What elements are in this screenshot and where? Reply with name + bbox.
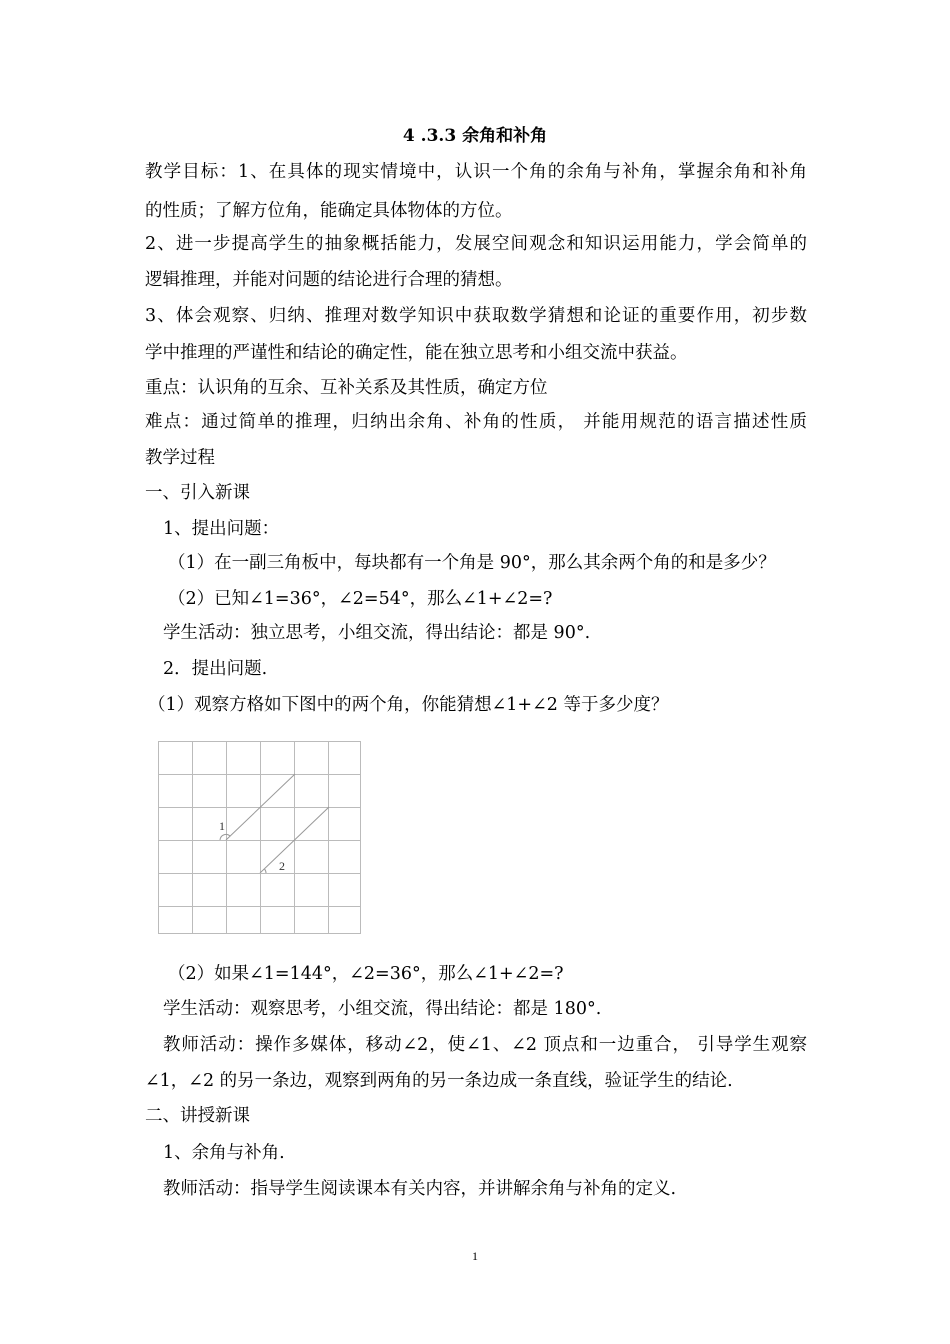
angle-1-label: 1 xyxy=(219,819,225,833)
teacher-activity-line-1: 教师活动：操作多媒体，移动∠2，使∠1、∠2 顶点和一边重合， 引导学生观察 xyxy=(163,1035,807,1055)
question-2-2: （2）如果∠1=144°，∠2=36°，那么∠1+∠2=? xyxy=(168,964,564,984)
process-heading: 教学过程 xyxy=(145,448,215,468)
student-activity-1: 学生活动：独立思考，小组交流，得出结论：都是 90°. xyxy=(163,623,591,643)
grid-figure xyxy=(156,739,362,936)
objective-line-5: 3、体会观察、归纳、推理对数学知识中获取数学猜想和论证的重要作用，初步数 xyxy=(145,306,807,326)
subsection-heading: 1、余角与补角. xyxy=(163,1143,285,1163)
grid-lines xyxy=(159,741,361,934)
objective-line-3: 2、进一步提高学生的抽象概括能力，发展空间观念和知识运用能力，学会简单的 xyxy=(145,234,807,254)
question-heading-1: 1、提出问题： xyxy=(163,519,280,539)
key-point-line: 重点：认识角的互余、互补关系及其性质，确定方位 xyxy=(145,378,548,398)
question-2-1: （1）观察方格如下图中的两个角，你能猜想∠1+∠2 等于多少度？ xyxy=(148,695,669,715)
question-1-1: （1）在一副三角板中，每块都有一个角是 90°，那么其余两个角的和是多少？ xyxy=(168,553,776,573)
question-1-2: （2）已知∠1=36°，∠2=54°，那么∠1+∠2=? xyxy=(168,589,553,609)
page-title: 4 .3.3 余角和补角 xyxy=(402,126,548,146)
objective-line-6: 学中推理的严谨性和结论的确定性，能在独立思考和小组交流中获益。 xyxy=(145,343,688,363)
student-activity-2: 学生活动：观察思考，小组交流，得出结论：都是 180°. xyxy=(163,999,602,1019)
angle-2-arc xyxy=(265,869,267,873)
objective-line-1: 教学目标：1、在具体的现实情境中，认识一个角的余角与补角，掌握余角和补角 xyxy=(145,162,807,182)
difficulty-line: 难点：通过简单的推理，归纳出余角、补角的性质， 并能用规范的语言描述性质 xyxy=(145,412,807,432)
objective-line-4: 逻辑推理，并能对问题的结论进行合理的猜想。 xyxy=(145,270,513,290)
teacher-activity-3: 教师活动：指导学生阅读课本有关内容，并讲解余角与补角的定义. xyxy=(163,1179,677,1199)
teacher-activity-line-2: ∠1，∠2 的另一条边，观察到两角的另一条边成一条直线，验证学生的结论. xyxy=(145,1071,733,1091)
page-number: 1 xyxy=(472,1249,478,1263)
angle-2-label: 2 xyxy=(279,859,285,873)
section-2-heading: 二、讲授新课 xyxy=(145,1106,250,1126)
section-1-heading: 一、引入新课 xyxy=(145,483,250,503)
objective-line-2: 的性质；了解方位角，能确定具体物体的方位。 xyxy=(145,201,513,221)
question-heading-2: 2．提出问题. xyxy=(163,659,268,679)
